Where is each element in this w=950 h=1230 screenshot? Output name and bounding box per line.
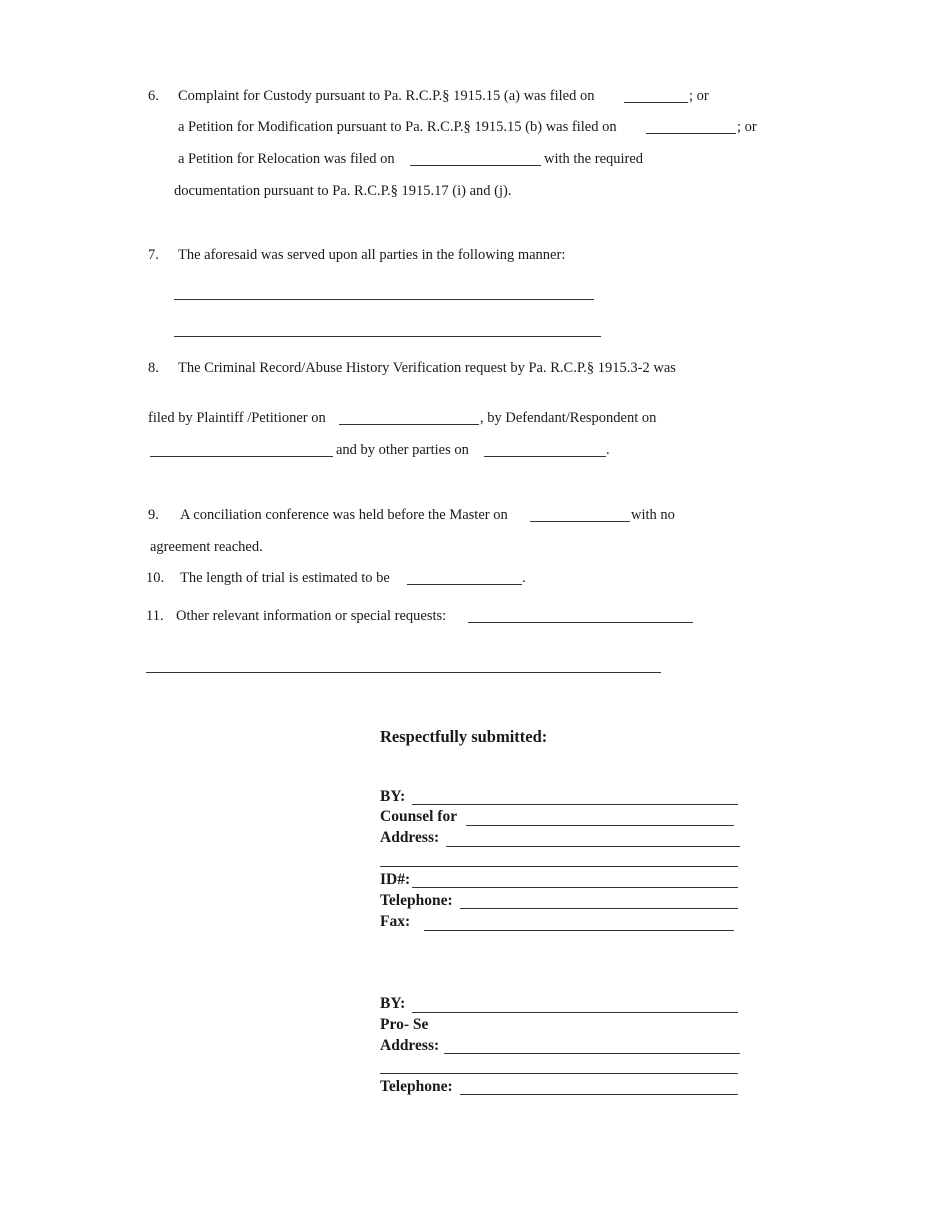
item-9-line-2: agreement reached. (150, 539, 263, 555)
prose-address-field-1[interactable] (444, 1053, 740, 1054)
item-6-line-1: Complaint for Custody pursuant to Pa. R.C.P.§ 1915.15 (a) was filed on (178, 88, 595, 104)
trial-length-field[interactable] (407, 584, 522, 585)
prose-telephone-label: Telephone: (380, 1078, 453, 1095)
counsel-fax-field[interactable] (424, 930, 734, 931)
counsel-signature-field[interactable] (412, 804, 738, 805)
item-10-number: 10. (146, 570, 165, 586)
item-9-number: 9. (148, 507, 159, 523)
prose-address-field-2[interactable] (380, 1073, 738, 1074)
counsel-for-label: Counsel for (380, 808, 458, 825)
counsel-id-label: ID#: (380, 871, 411, 888)
item-8-line-2-end: , by Defendant/Respondent on (480, 410, 657, 426)
counsel-address-field-2[interactable] (380, 866, 738, 867)
modification-petition-date-field[interactable] (646, 133, 736, 134)
service-manner-field-2[interactable] (174, 336, 601, 337)
item-6-number: 6. (148, 88, 159, 104)
item-7-number: 7. (148, 247, 159, 263)
counsel-by-label: BY: (380, 788, 406, 805)
item-8-line-3: and by other parties on (336, 442, 469, 458)
pro-se-label: Pro- Se (380, 1016, 429, 1033)
defendant-filing-date-field[interactable] (150, 456, 333, 457)
service-manner-field-1[interactable] (174, 299, 594, 300)
item-11-text: Other relevant information or special requests: (176, 608, 447, 624)
item-8-line-2: filed by Plaintiff /Petitioner on (148, 410, 326, 426)
item-7-text: The aforesaid was served upon all parties in the following manner: (178, 247, 566, 263)
counsel-id-field[interactable] (412, 887, 738, 888)
counsel-address-field-1[interactable] (446, 846, 740, 847)
other-parties-filing-date-field[interactable] (484, 456, 606, 457)
counsel-fax-label: Fax: (380, 913, 411, 930)
plaintiff-filing-date-field[interactable] (339, 424, 479, 425)
custody-complaint-date-field[interactable] (624, 102, 688, 103)
item-10-text: The length of trial is estimated to be (180, 570, 390, 586)
item-6-line-2: a Petition for Modification pursuant to Pa. R.C.P.§ 1915.15 (b) was filed on (178, 119, 617, 135)
item-6-line-3-end: with the required (544, 151, 644, 167)
respectfully-submitted-heading: Respectfully submitted: (380, 727, 548, 746)
relocation-petition-date-field[interactable] (410, 165, 541, 166)
item-6-line-3: a Petition for Relocation was filed on (178, 151, 395, 167)
prose-by-label: BY: (380, 995, 406, 1012)
counsel-telephone-label: Telephone: (380, 892, 453, 909)
item-6-line-2-end: ; or (737, 119, 757, 135)
prose-telephone-field[interactable] (460, 1094, 738, 1095)
special-requests-field-2[interactable] (146, 672, 661, 673)
item-8-line-1: The Criminal Record/Abuse History Verification request by Pa. R.C.P.§ 1915.3-2 was (178, 360, 676, 376)
special-requests-field-1[interactable] (468, 622, 693, 623)
item-11-number: 11. (146, 608, 164, 624)
item-9-line-1-end: with no (631, 507, 675, 523)
item-8-line-3-end: . (606, 442, 610, 458)
item-10-end: . (522, 570, 526, 586)
counsel-for-field[interactable] (466, 825, 734, 826)
counsel-address-label: Address: (380, 829, 440, 846)
item-9-line-1: A conciliation conference was held before the Master on (180, 507, 508, 523)
item-6-line-1-end: ; or (689, 88, 709, 104)
counsel-telephone-field[interactable] (460, 908, 738, 909)
item-6-line-4: documentation pursuant to Pa. R.C.P.§ 1915.17 (i) and (j). (174, 183, 512, 199)
conciliation-date-field[interactable] (530, 521, 630, 522)
prose-signature-field[interactable] (412, 1012, 738, 1013)
item-8-number: 8. (148, 360, 159, 376)
prose-address-label: Address: (380, 1037, 440, 1054)
